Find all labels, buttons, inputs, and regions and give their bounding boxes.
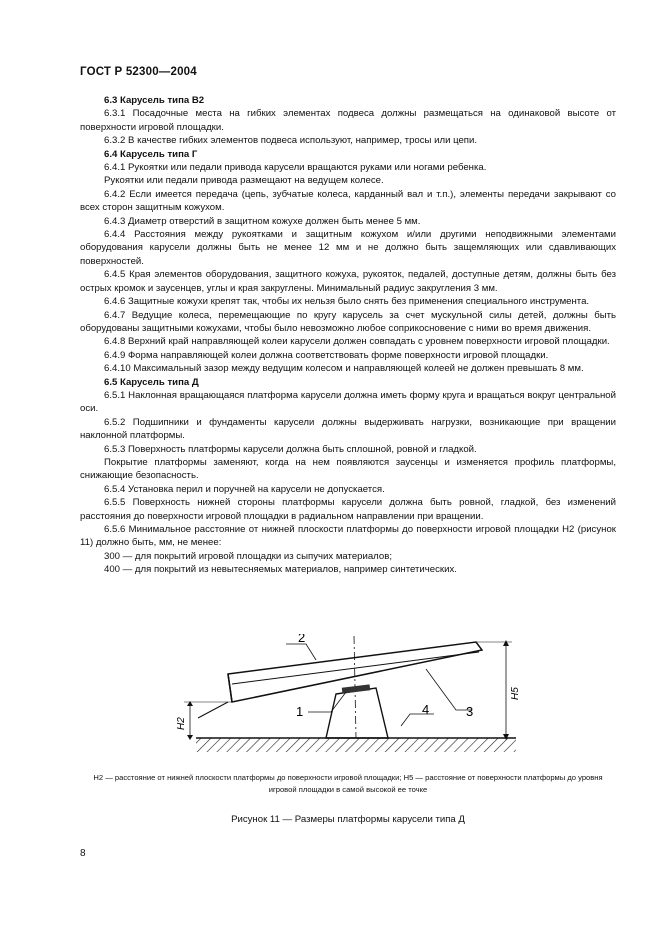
section-heading: 6.4 Карусель типа Г: [104, 148, 198, 160]
paragraph: 6.4.5 Края элементов оборудования, защитного кожуха, рукояток, педалей, доступные детям, должны быть без острых кромок и заусенцев, углы и края закруглены. Минимальный радиус закругления 3 мм.: [80, 269, 616, 294]
paragraph: 6.5.6 Минимальное расстояние от нижней плоскости платформы до поверхности игровой площадки H2 (рисунок 11) должно быть, мм, не менее:: [80, 524, 616, 549]
paragraph: 6.4.7 Ведущие колеса, перемещающие по кругу карусель за счет мускульной силы детей, должны быть оборудованы защитными кожухами, чтобы было невозможно любое соприкосновение с ними во время движения.: [80, 309, 616, 334]
section-heading: 6.3 Карусель типа В2: [104, 95, 205, 106]
paragraph: 400 — для покрытий из невытесняемых материалов, например синтетических.: [104, 564, 457, 576]
ground-hatch: [196, 738, 516, 752]
page-number: 8: [80, 848, 86, 859]
paragraph: 6.4.9 Форма направляющей колеи должна соответствовать форме поверхности игровой площадки.: [104, 349, 549, 361]
paragraph: 6.4.8 Верхний край направляющей колеи карусели должен совпадать с уровнем поверхности игровой площадки.: [104, 336, 610, 348]
paragraph: 6.5.4 Установка перил и поручней на карусели не допускается.: [104, 483, 385, 495]
label-1: 1: [296, 704, 304, 719]
label-4: 4: [422, 702, 430, 717]
paragraph: 6.4.4 Расстояния между рукоятками и защитным кожухом и/или другими неподвижными элементами оборудования карусели должны быть не менее 12 мм и не должно быть защемляющих или сдавливающих поверхностей.: [80, 229, 616, 267]
page-header: ГОСТ Р 52300—2004: [80, 66, 197, 78]
paragraph: 6.4.1 Рукоятки или педали привода карусели вращаются руками или ногами ребенка.: [104, 162, 487, 174]
paragraph: 6.3.2 В качестве гибких элементов подвеса используют, например, тросы или цепи.: [104, 135, 478, 147]
paragraph: 6.5.1 Наклонная вращающаяся платформа карусели должна иметь форму круга и вращаться вокруг центральной оси.: [80, 389, 616, 415]
paragraph: 6.4.2 Если имеется передача (цепь, зубчатые колеса, карданный вал и т.п.), элементы передачи закрывают со всех сторон защитным кожухом.: [80, 188, 616, 214]
leader-1: [308, 692, 346, 712]
figure-legend: H2 — расстояние от нижней плоскости платформы до поверхности игровой площадки; H5 — расстояние от поверхности платформы до уровня игровой площадки в самой высокой ее точке: [93, 773, 603, 794]
section-heading: 6.5 Карусель типа Д: [104, 376, 199, 388]
label-2: 2: [298, 634, 306, 645]
paragraph: Рукоятки или педали привода размещают на ведущем колесе.: [104, 175, 384, 187]
paragraph: 6.4.6 Защитные кожухи крепят так, чтобы их нельзя было снять без применения специального инструмента.: [104, 296, 590, 308]
paragraph: 6.3.1 Посадочные места на гибких элементах подвеса должны размещаться на одинаковой высоте от поверхности игровой площадки.: [80, 108, 616, 133]
paragraph: 6.4.3 Диаметр отверстий в защитном кожухе должен быть менее 5 мм.: [104, 215, 421, 227]
paragraph: 300 — для покрытий игровой площадки из сыпучих материалов;: [104, 550, 392, 562]
label-h2: H2: [176, 717, 187, 730]
figure-carousel-platform: [176, 634, 526, 754]
body-text: [80, 94, 616, 577]
paragraph: 6.5.5 Поверхность нижней стороны платформы карусели должна быть ровной, гладкой, без изменений расстояния до поверхности игровой площадки в радиальном направлении при вращении.: [80, 497, 616, 522]
support: [326, 688, 388, 738]
label-h5: H5: [510, 687, 521, 700]
leader-2: [286, 644, 316, 660]
paragraph: 6.5.2 Подшипники и фундаменты карусели должны выдерживать нагрузки, возникающие при вращении наклонной платформы.: [80, 416, 616, 442]
paragraph: Покрытие платформы заменяют, когда на нем появляются заусенцы и изменяется профиль платформы, снижающие безопасность.: [80, 456, 616, 482]
figure-title: Рисунок 11 — Размеры платформы карусели типа Д: [231, 814, 465, 825]
label-3: 3: [466, 704, 474, 719]
paragraph: 6.5.3 Поверхность платформы карусели должна быть сплошной, ровной и гладкой.: [104, 443, 477, 455]
paragraph: 6.4.10 Максимальный зазор между ведущим колесом и направляющей колеей не должен превышать 8 мм.: [104, 363, 584, 375]
